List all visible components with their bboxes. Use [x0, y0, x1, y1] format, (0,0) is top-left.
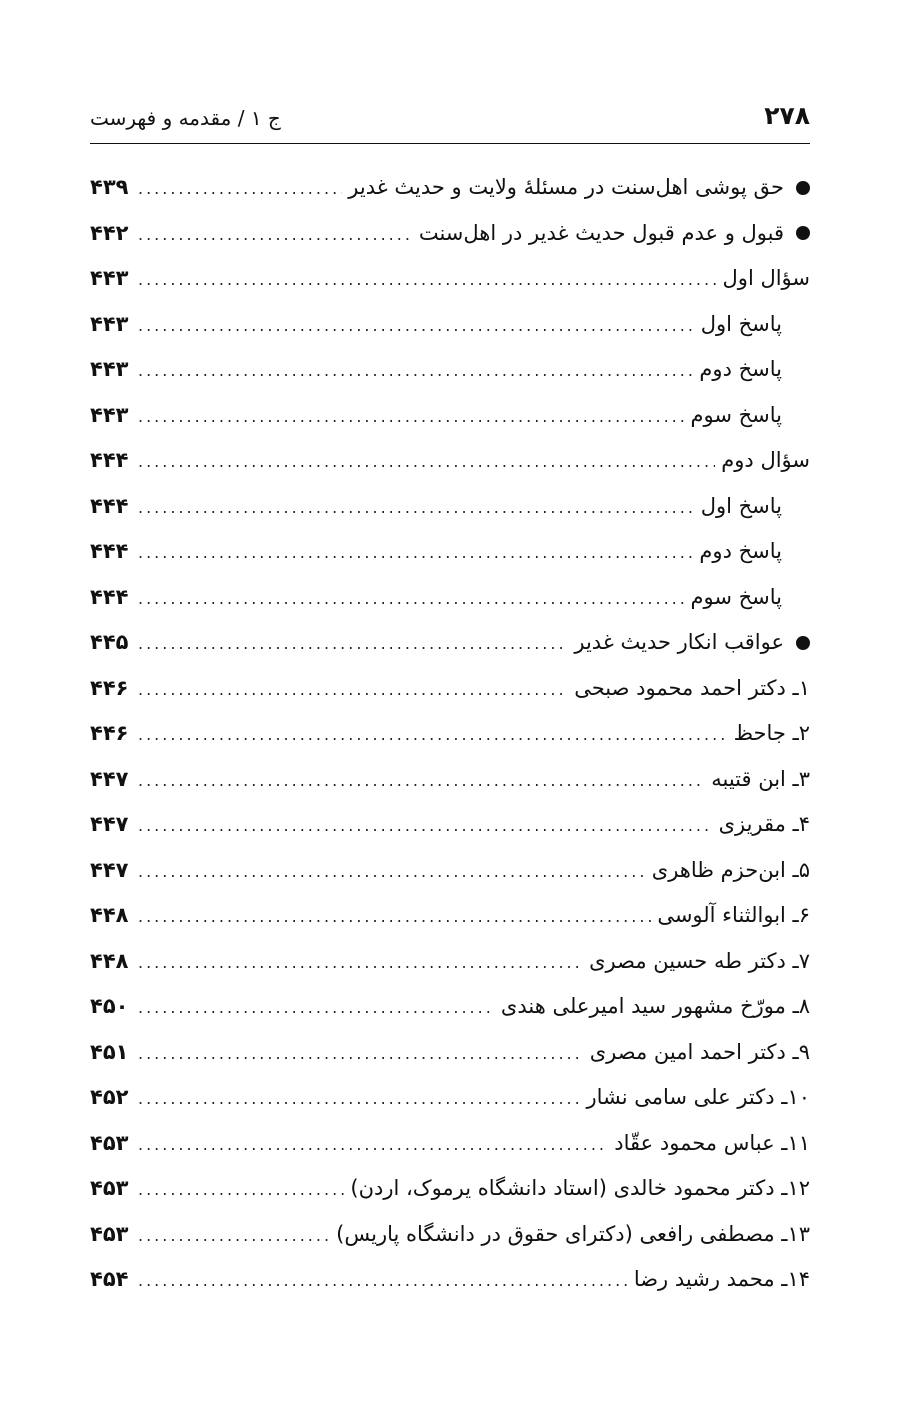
dot-leader	[138, 803, 713, 849]
toc-entry-title: ۶ـ ابوالثناء آلوسی	[657, 903, 810, 927]
toc-entry-page-number: ۴۴۳	[90, 402, 129, 427]
dot-leader	[138, 985, 495, 1031]
dot-leader	[138, 667, 568, 713]
toc-entry-page-number: ۴۴۴	[90, 493, 129, 518]
toc-entry-page-number: ۴۴۴	[90, 448, 129, 472]
dot-leader	[138, 849, 646, 895]
dot-leader	[138, 257, 717, 303]
toc-entry-title: ۴ـ مقریزی	[718, 812, 810, 836]
toc-entry-page-number: ۴۵۴	[90, 1267, 129, 1291]
toc-entry	[90, 393, 810, 439]
toc-entry-page-number: ۴۴۳	[90, 311, 129, 336]
toc-entry	[90, 211, 810, 257]
toc-entry	[90, 256, 810, 302]
dot-leader	[138, 1167, 344, 1213]
dot-leader	[138, 485, 695, 531]
page-number: ۲۷۸	[764, 101, 810, 130]
toc-entry-title: سؤال دوم	[721, 448, 810, 472]
toc-entry-page-number: ۴۵۳	[90, 1176, 129, 1200]
toc-entry-title: حق پوشی اهل‌سنت در مسئلهٔ ولایت و حدیث غدیر	[348, 175, 784, 199]
dot-leader	[138, 212, 413, 258]
dot-leader	[138, 530, 693, 576]
table-of-contents	[90, 165, 810, 1303]
toc-entry	[90, 620, 810, 666]
toc-entry	[90, 1166, 810, 1212]
toc-entry-page-number: ۴۳۹	[90, 175, 129, 199]
bullet-icon	[796, 226, 810, 240]
dot-leader	[138, 576, 684, 622]
toc-entry-title: پاسخ اول	[700, 493, 782, 518]
toc-entry	[90, 939, 810, 985]
toc-entry-title: ۸ـ مورّخ مشهور سید امیرعلی هندی	[500, 994, 810, 1018]
toc-entry-page-number: ۴۴۶	[90, 675, 129, 700]
toc-entry	[90, 1257, 810, 1303]
running-title: ج ۱ / مقدمه و فهرست	[90, 106, 281, 130]
toc-entry-title: ۱۲ـ دکتر محمود خالدی (استاد دانشگاه یرموک، اردن)	[350, 1176, 810, 1200]
toc-entry-page-number: ۴۵۰	[90, 994, 129, 1018]
toc-entry	[90, 666, 810, 712]
toc-entry	[90, 575, 810, 621]
toc-entry-page-number: ۴۴۷	[90, 857, 129, 882]
toc-entry	[90, 529, 810, 575]
toc-entry-page-number: ۴۴۶	[90, 721, 129, 745]
toc-entry-page-number: ۴۵۳	[90, 1130, 129, 1155]
toc-entry-page-number: ۴۴۸	[90, 903, 129, 927]
toc-entry-title: ۱۰ـ دکتر علی سامی نشار	[586, 1085, 810, 1109]
dot-leader	[138, 712, 728, 758]
dot-leader	[138, 1122, 608, 1168]
toc-entry-title: ۱۴ـ محمد رشید رضا	[633, 1267, 810, 1291]
dot-leader	[138, 1258, 628, 1304]
toc-entry-title: پاسخ سوم	[690, 584, 782, 609]
header-divider	[90, 143, 810, 144]
toc-entry	[90, 1030, 810, 1076]
toc-entry-title: ۷ـ دکتر طه حسین مصری	[589, 948, 810, 973]
dot-leader	[138, 394, 684, 440]
toc-entry	[90, 302, 810, 348]
toc-entry-title: ۱ـ دکتر احمد محمود صبحی	[574, 675, 810, 700]
toc-entry-title: پاسخ دوم	[699, 539, 782, 563]
toc-entry	[90, 984, 810, 1030]
toc-entry	[90, 438, 810, 484]
toc-entry-page-number: ۴۴۵	[90, 630, 129, 654]
toc-entry	[90, 1121, 810, 1167]
toc-entry	[90, 893, 810, 939]
dot-leader	[138, 1031, 584, 1077]
dot-leader	[138, 940, 583, 986]
toc-entry	[90, 848, 810, 894]
toc-entry-title: پاسخ اول	[700, 311, 782, 336]
toc-entry-title: ۲ـ جاحظ	[733, 721, 810, 745]
toc-entry-title: ۳ـ ابن قتیبه	[711, 766, 810, 791]
dot-leader	[138, 621, 568, 667]
toc-entry-title: ۹ـ دکتر احمد امین مصری	[589, 1039, 810, 1064]
dot-leader	[138, 303, 695, 349]
toc-entry-title: ۵ـ ابن‌حزم ظاهری	[651, 857, 810, 882]
page-header	[90, 96, 810, 142]
toc-entry	[90, 711, 810, 757]
toc-entry-page-number: ۴۴۴	[90, 584, 129, 609]
toc-entry	[90, 1212, 810, 1258]
toc-entry-page-number: ۴۵۲	[90, 1085, 129, 1109]
toc-entry-page-number: ۴۴۴	[90, 539, 129, 563]
toc-entry	[90, 802, 810, 848]
toc-entry-page-number: ۴۵۳	[90, 1221, 129, 1246]
dot-leader	[138, 439, 715, 485]
dot-leader	[138, 1213, 330, 1259]
bullet-icon	[796, 181, 810, 195]
toc-entry-title: پاسخ سوم	[690, 402, 782, 427]
dot-leader	[138, 1076, 580, 1122]
toc-entry-page-number: ۴۴۳	[90, 266, 129, 290]
toc-entry-title: عواقب انکار حدیث غدیر	[574, 630, 784, 654]
toc-entry-page-number: ۴۴۷	[90, 766, 129, 791]
toc-entry-page-number: ۴۴۸	[90, 948, 129, 973]
toc-entry-title: سؤال اول	[722, 266, 810, 290]
toc-entry-page-number: ۴۴۷	[90, 812, 129, 836]
toc-entry-page-number: ۴۵۱	[90, 1039, 129, 1064]
toc-entry-title: قبول و عدم قبول حدیث غدیر در اهل‌سنت	[418, 220, 784, 245]
toc-entry-page-number: ۴۴۲	[90, 220, 129, 245]
toc-entry	[90, 347, 810, 393]
dot-leader	[138, 166, 342, 212]
bullet-icon	[796, 636, 810, 650]
toc-entry-title: پاسخ دوم	[699, 357, 782, 381]
toc-entry-page-number: ۴۴۳	[90, 357, 129, 381]
dot-leader	[138, 348, 693, 394]
dot-leader	[138, 758, 705, 804]
dot-leader	[138, 894, 651, 940]
toc-entry	[90, 757, 810, 803]
toc-entry	[90, 484, 810, 530]
toc-entry	[90, 165, 810, 211]
toc-entry-title: ۱۳ـ مصطفی رافعی (دکترای حقوق در دانشگاه پاریس)	[336, 1221, 810, 1246]
toc-entry	[90, 1075, 810, 1121]
toc-entry-title: ۱۱ـ عباس محمود عقّاد	[614, 1130, 810, 1155]
